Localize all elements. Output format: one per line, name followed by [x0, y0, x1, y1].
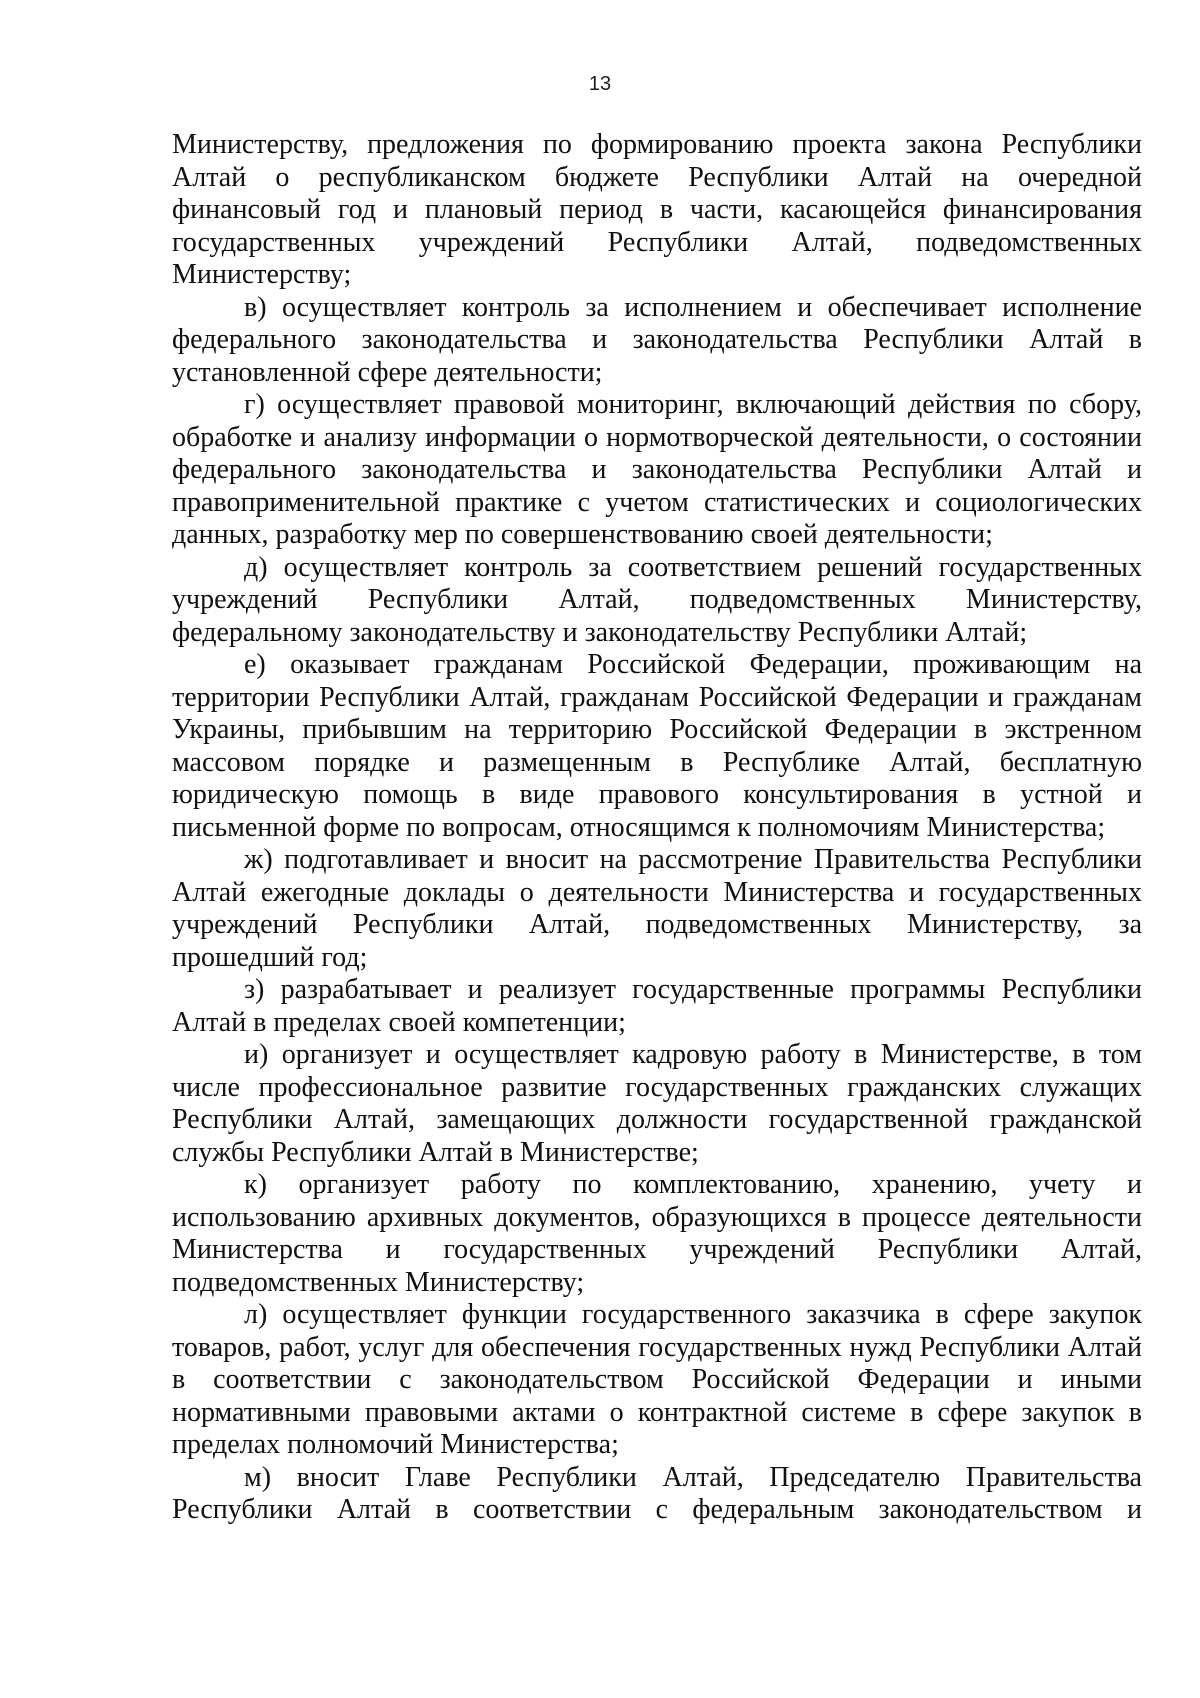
- paragraph-item-k: к) организует работу по комплектованию, хранению, учету и использованию архивных документов, образующихся в процессе деятельности Министерства и государственных учреждений Республики Алтай, подведомственных Министерству;: [172, 1169, 1142, 1298]
- paragraph-continuation: Министерству, предложения по формированию проекта закона Республики Алтай о республиканском бюджете Республики Алтай на очередной финансовый год и плановый период в части, касающейся финансирования государственных учреждений Республики Алтай, подведомственных Министерству;: [172, 129, 1142, 290]
- paragraph-item-m: м) вносит Главе Республики Алтай, Председателю Правительства Республики Алтай в соответствии с федеральным законодательством и: [172, 1461, 1142, 1525]
- paragraph-item-zh: ж) подготавливает и вносит на рассмотрение Правительства Республики Алтай ежегодные доклады о деятельности Министерства и государственных учреждений Республики Алтай, подведомственных Министерству, за прошедший год;: [172, 844, 1142, 973]
- paragraph-item-g: г) осуществляет правовой мониторинг, включающий действия по сбору, обработке и анализу информации о нормотворческой деятельности, о состоянии федерального законодательства и законодательства Республики Алтай и правоприменительной практике с учетом статистических и социологических данных, разработку мер по совершенствованию своей деятельности;: [172, 389, 1142, 550]
- document-body: [172, 129, 1142, 1527]
- paragraph-item-i: и) организует и осуществляет кадровую работу в Министерстве, в том числе профессиональное развитие государственных гражданских служащих Республики Алтай, замещающих должности государственной гражданской службы Республики Алтай в Министерстве;: [172, 1039, 1142, 1168]
- paragraph-item-z: з) разрабатывает и реализует государственные программы Республики Алтай в пределах своей компетенции;: [172, 974, 1142, 1038]
- page-number: 13: [588, 73, 612, 95]
- paragraph-item-v: в) осуществляет контроль за исполнением и обеспечивает исполнение федерального законодательства и законодательства Республики Алтай в установленной сфере деятельности;: [172, 291, 1142, 388]
- paragraph-item-d: д) осуществляет контроль за соответствием решений государственных учреждений Республики Алтай, подведомственных Министерству, федеральному законодательству и законодательству Республики Алтай;: [172, 551, 1142, 648]
- paragraph-item-e: е) оказывает гражданам Российской Федерации, проживающим на территории Республики Алтай, гражданам Российской Федерации и гражданам Украины, прибывшим на территорию Российской Федерации в экстренном массовом порядке и размещенным в Республике Алтай, бесплатную юридическую помощь в виде правового консультирования в устной и письменной форме по вопросам, относящимся к полномочиям Министерства;: [172, 649, 1142, 843]
- paragraph-item-l: л) осуществляет функции государственного заказчика в сфере закупок товаров, работ, услуг для обеспечения государственных нужд Республики Алтай в соответствии с законодательством Российской Федерации и иными нормативными правовыми актами о контрактной системе в сфере закупок в пределах полномочий Министерства;: [172, 1299, 1142, 1460]
